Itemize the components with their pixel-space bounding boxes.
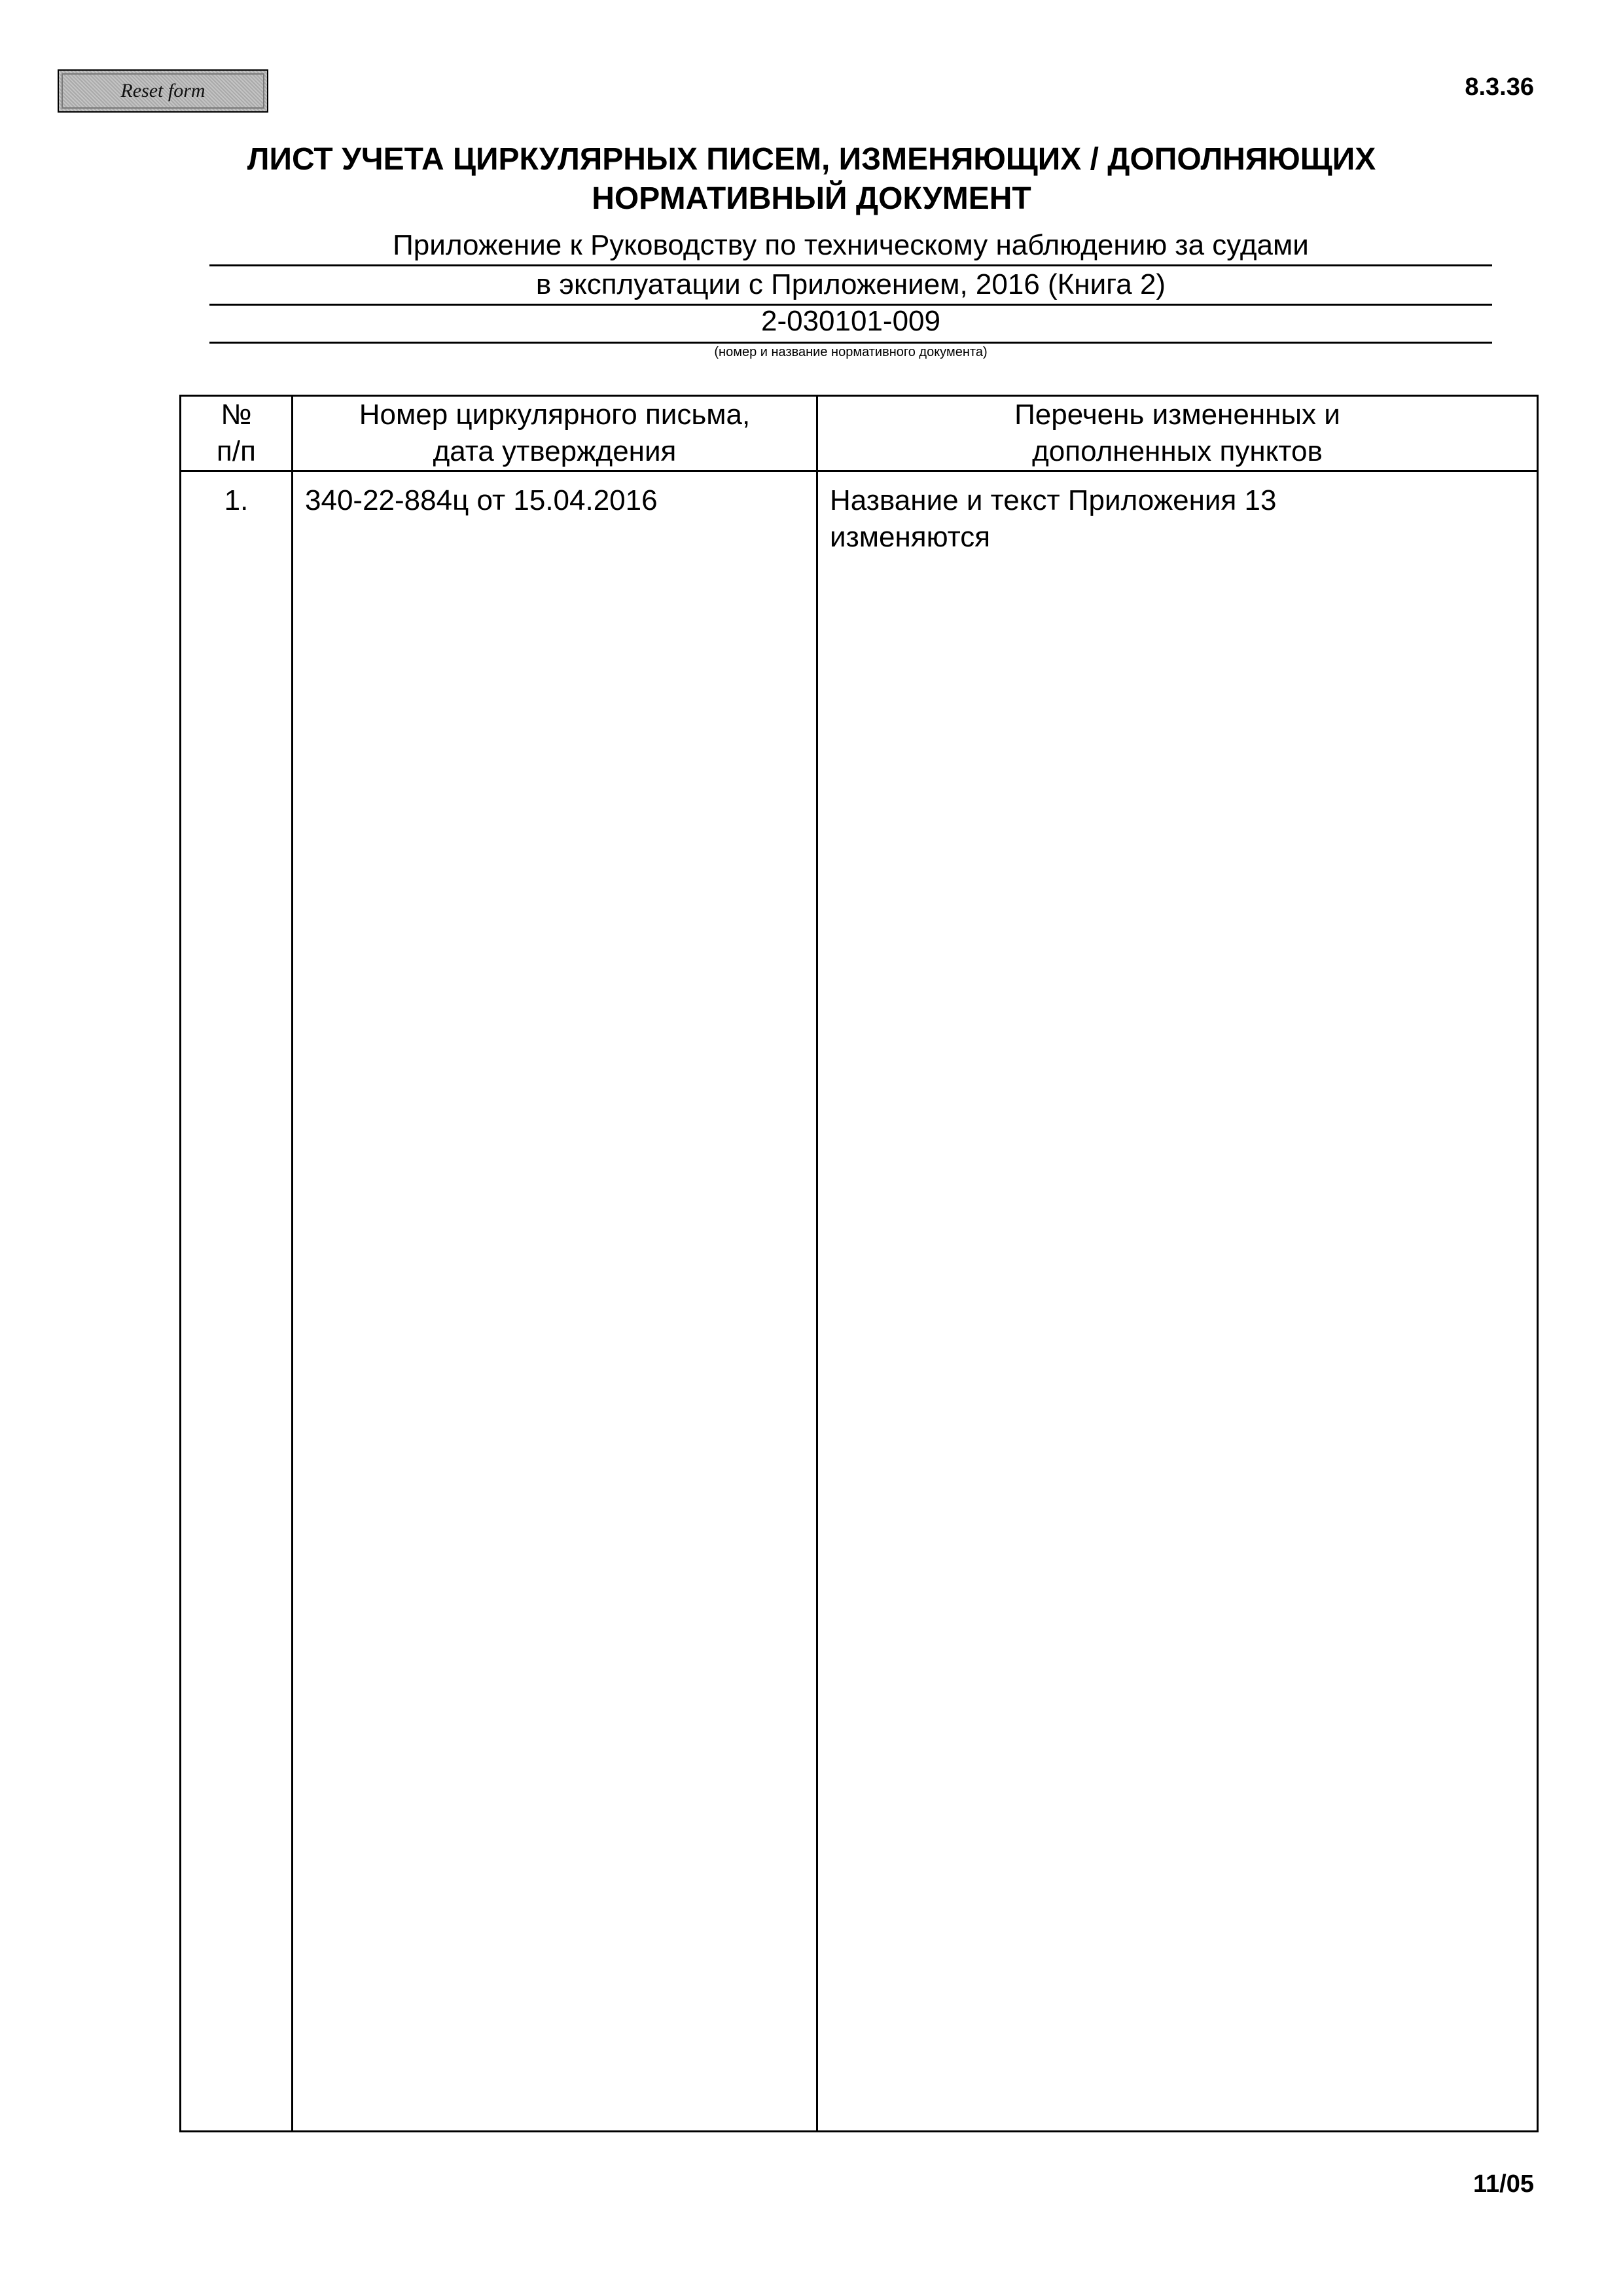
header-letter	[293, 396, 817, 471]
header-letter-line-2: дата утверждения	[433, 435, 677, 467]
document-number: 2-030101-009	[209, 305, 1492, 344]
table-header-row	[181, 396, 1538, 471]
page-number: 11/05	[1473, 2170, 1534, 2198]
header-letter-line-1: Номер циркулярного письма,	[359, 399, 751, 431]
document-name-line-2: в эксплуатации с Приложением, 2016 (Книга 2)	[209, 268, 1492, 306]
row-letter: 340-22-884ц от 15.04.2016	[305, 484, 658, 516]
row-changes-cell[interactable]	[817, 471, 1538, 2132]
reset-form-button-label: Reset form	[120, 80, 205, 101]
document-name-line-1: Приложение к Руководству по техническому наблюдению за судами	[209, 229, 1492, 266]
row-number: 1.	[224, 484, 249, 516]
header-changes	[817, 396, 1538, 471]
header-changes-line-1: Перечень измененных и	[1014, 399, 1340, 431]
header-number-line-1: №	[221, 399, 252, 431]
row-letter-cell[interactable]	[293, 471, 817, 2132]
header-number-line-2: п/п	[217, 435, 256, 467]
page-title-line-2: НОРМАТИВНЫЙ ДОКУМЕНТ	[592, 181, 1031, 216]
circular-letters-table	[179, 395, 1539, 2132]
row-changes-line-2: изменяются	[830, 521, 991, 553]
table-row	[181, 471, 1538, 2132]
page-title-line-1: ЛИСТ УЧЕТА ЦИРКУЛЯРНЫХ ПИСЕМ, ИЗМЕНЯЮЩИХ / ДОПОЛНЯЮЩИХ	[247, 142, 1376, 177]
document-code: 8.3.36	[1465, 73, 1534, 101]
reset-form-button[interactable]	[58, 69, 268, 113]
header-changes-line-2: дополненных пунктов	[1032, 435, 1323, 467]
header-number	[181, 396, 293, 471]
row-changes-line-1: Название и текст Приложения 13	[830, 484, 1277, 516]
row-number-cell[interactable]	[181, 471, 293, 2132]
document-caption: (номер и название нормативного документа)	[714, 345, 988, 359]
